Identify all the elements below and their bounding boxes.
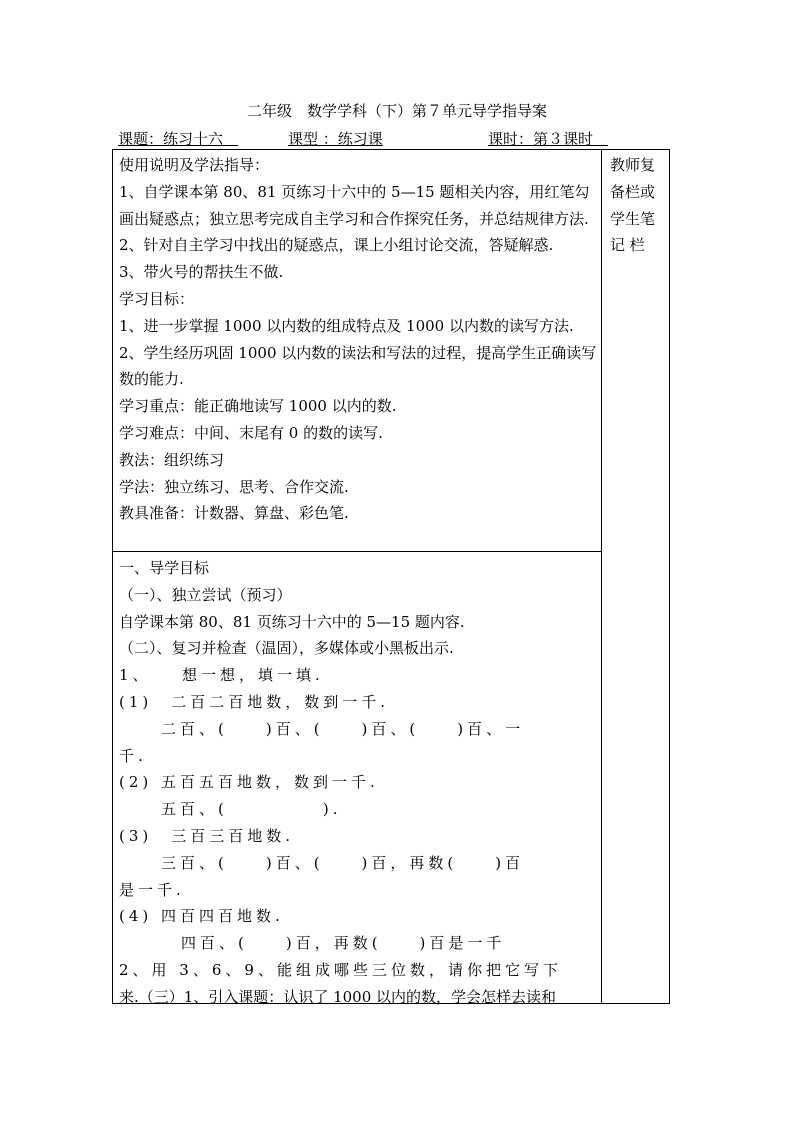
row-divider <box>113 551 601 552</box>
instruction-item: 1、自学课本第 80、81 页练习十六中的 5—15 题相关内容，用红笔勾画出疑惑点；独立思考完成自主学习和合作探究任务，并总结规律方法. <box>119 182 590 228</box>
side-note-column: 教师复备栏或学生笔记 栏 <box>610 156 656 255</box>
goals-heading: 学习目标： <box>119 289 195 308</box>
goal-item: 1、进一步掌握 1000 以内数的组成特点及 1000 以内数的读写方法. <box>119 316 574 335</box>
exercise-line: 千. <box>119 746 147 765</box>
exercise-line: 来.（三）1、引入课题：认识了 1000 以内的数，学会怎样去读和 <box>119 987 557 1006</box>
difficult-point: 学习难点：中间、末尾有 0 的数的读写. <box>119 423 383 442</box>
exercise-line: (3) 三百三百地数. <box>119 826 295 845</box>
lesson-topic: 课题：练习十六 <box>118 130 239 148</box>
guide-line: （一）、独立尝试（预习） <box>119 585 292 604</box>
guide-section <box>119 555 597 1011</box>
lesson-hours: 课时：第３课时 <box>488 130 609 148</box>
column-divider <box>601 150 602 1003</box>
exercise-line: 是一千. <box>119 880 185 899</box>
materials: 教具准备：计数器、算盘、彩色笔. <box>119 504 349 523</box>
exercise-line: 2、用 3、6、9、能组成哪些三位数，请你把它写下 <box>119 960 562 979</box>
guide-heading: 一、导学目标 <box>119 559 210 577</box>
lesson-type: 课型 ：练习课 <box>288 130 383 148</box>
lesson-meta-row <box>118 128 678 150</box>
page-title: 二年级 数学学科（下）第７单元导学指导案 <box>246 102 547 120</box>
exercise-line: (4) 四百四百地数. <box>119 907 284 926</box>
exercise-line: 1、 想一想，填一填. <box>119 666 324 685</box>
exercise-line: 三百、( )百、( )百，再数( )百 <box>161 853 525 872</box>
instructions-section <box>119 152 597 527</box>
exercise-line: 五百、( ). <box>161 800 342 819</box>
instruction-item: 2、针对自主学习中找出的疑惑点，课上小组讨论交流，答疑解惑. <box>119 236 554 255</box>
instructions-heading: 使用说明及学法指导： <box>119 156 270 174</box>
instruction-item: 3、带火号的帮扶生不做. <box>119 263 284 282</box>
guide-line: 自学课本第 80、81 页练习十六中的 5—15 题内容. <box>119 612 465 631</box>
exercise-line: 四百、( )百，再数( )百是一千 <box>181 934 506 953</box>
exercise-line: 二百、( )百、( )百、( )百、一 <box>161 719 525 738</box>
guide-line: （二）、复习并检查（温固），多媒体或小黑板出示. <box>119 639 454 658</box>
exercise-line: (1) 二百二百地数，数到一千. <box>119 692 390 711</box>
guide-table <box>112 149 670 1004</box>
key-point: 学习重点：能正确地读写 1000 以内的数. <box>119 397 397 416</box>
goal-item: 2、学生经历巩固 1000 以内数的读法和写法的过程，提高学生正确读写数的能力. <box>119 343 597 389</box>
exercise-line: (2) 五百五百地数，数到一千. <box>119 773 379 792</box>
learning-method: 学法：独立练习、思考、合作交流. <box>119 477 349 496</box>
teaching-method: 教法：组织练习 <box>119 450 225 469</box>
